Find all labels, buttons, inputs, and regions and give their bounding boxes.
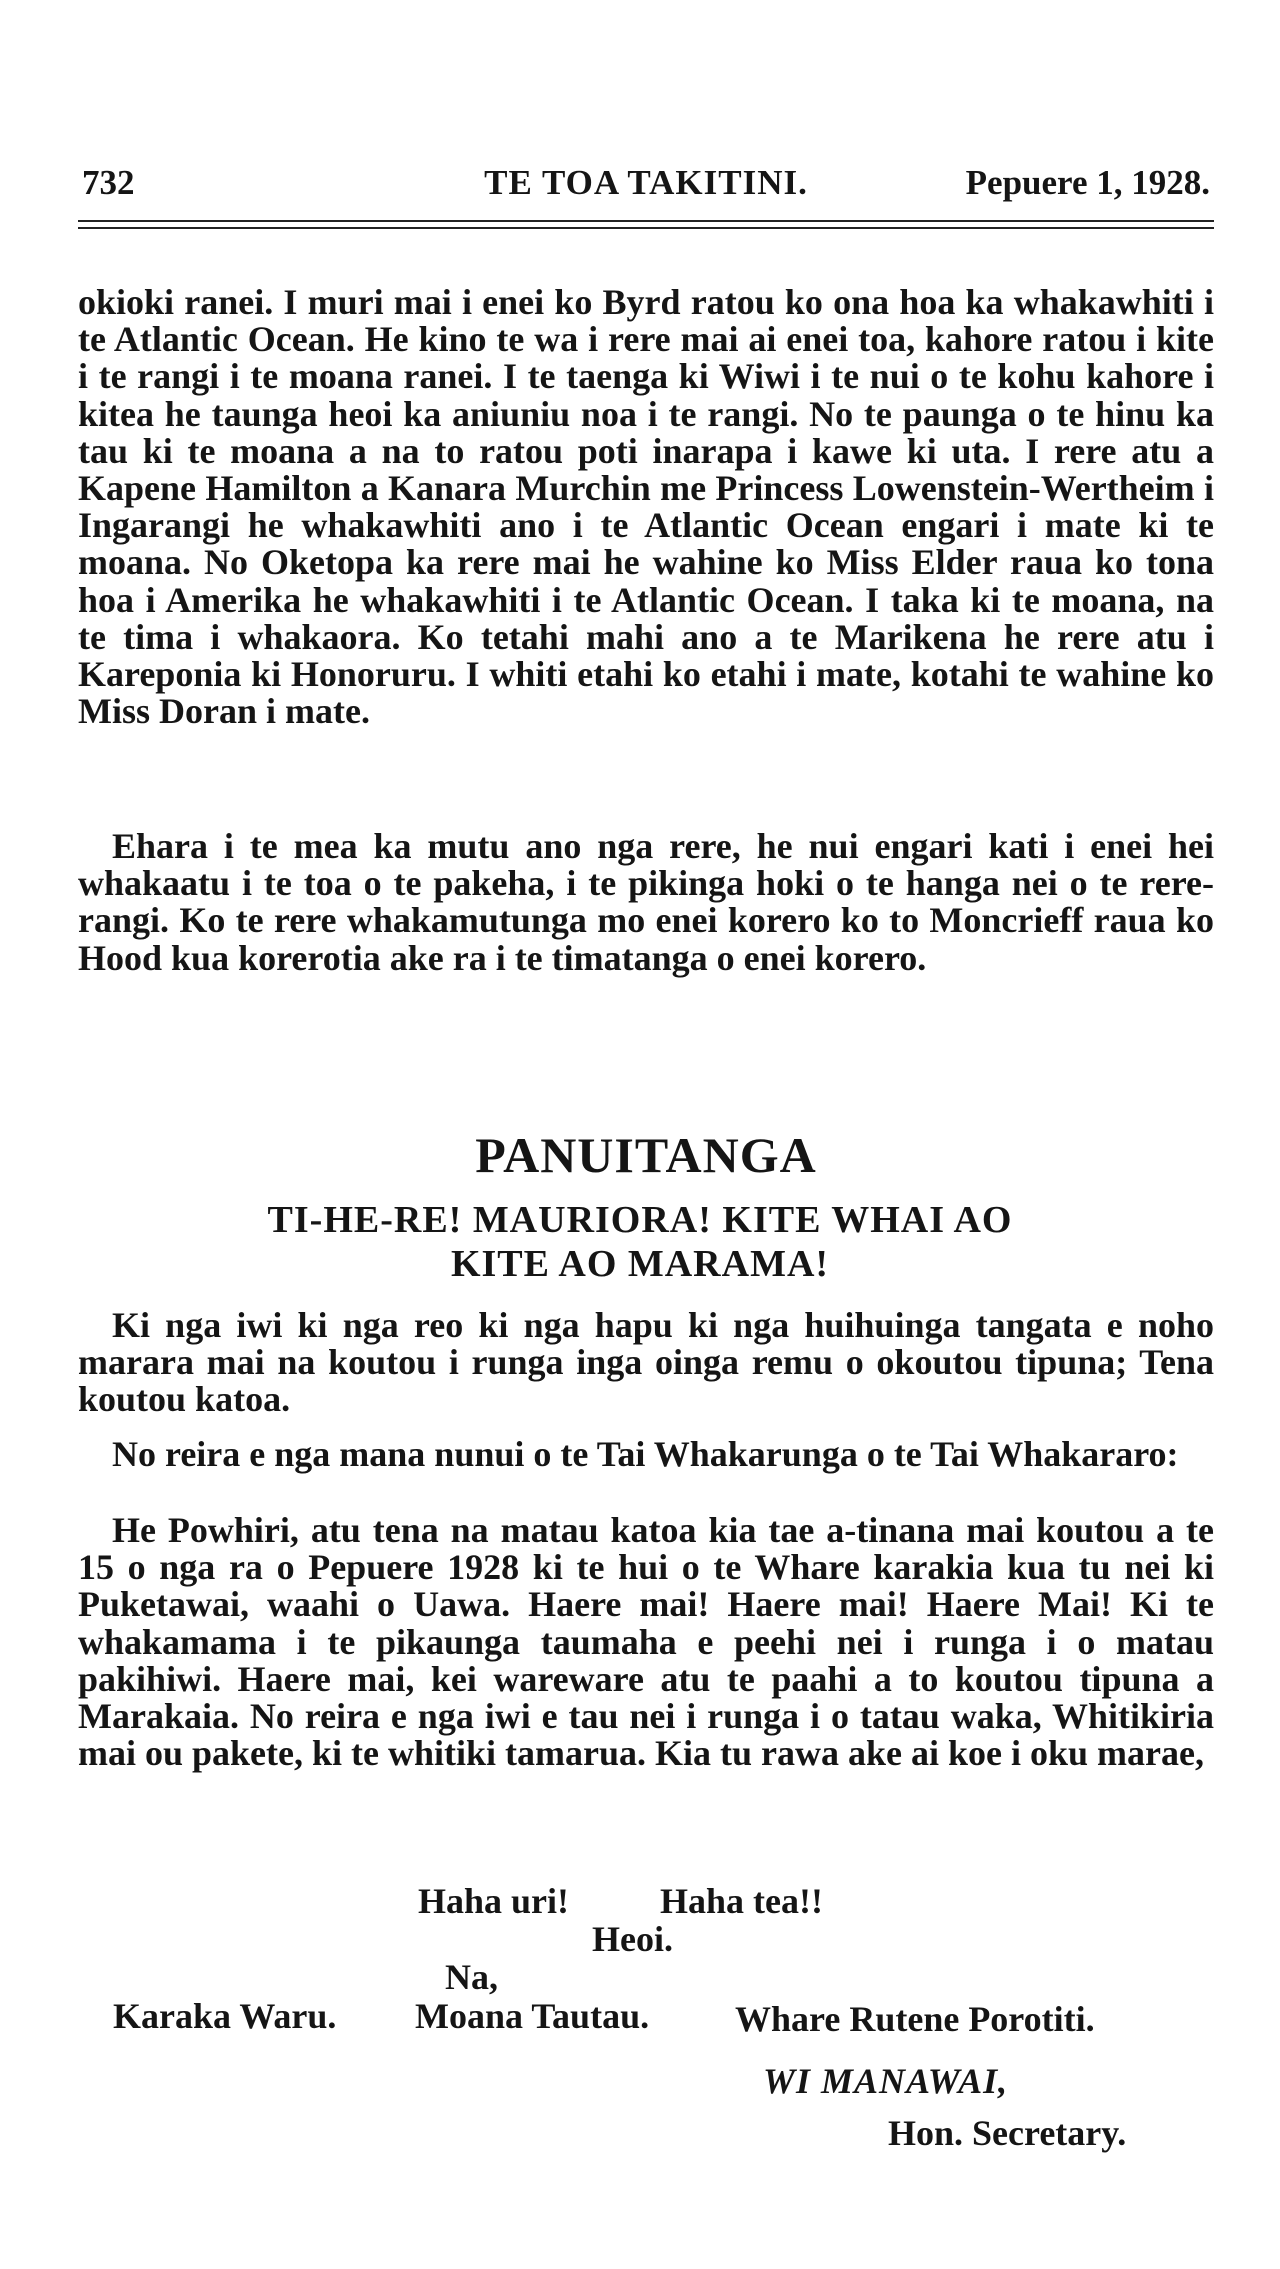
- signatory-3: Whare Rutene Porotiti.: [735, 1999, 1095, 2039]
- secretary-name: WI MANAWAI,: [763, 2061, 1009, 2101]
- article-paragraph-1: okioki ranei. I muri mai i enei ko Byrd ratou ko ona hoa ka whakawhiti i te Atlantic Ocean. He kino te wa i rere mai ai enei toa, kahore ratou i kite i te rangi i te moana ranei. I te taenga ki Wiwi i te nui o te kohu kahore i kitea he taunga heoi ka aniuniu noa i te rangi. No te paunga o te hinu ka tau ki te moana a na to ratou poti inarapa i kawe ki uta. I rere atu a Kapene Hamilton a Kanara Murchin me Princess Lowenstein-Wertheim i Ingarangi he whakawhiti ano i te Atlantic Ocean engari i mate ki te moana. No Oketopa ka rere mai he wahine ko Miss Elder raua ko tona hoa i Amerika he whakawhiti i te Atlantic Ocean. I taka ki te moana, na te tima i whakaora. Ko tetahi mahi ano a te Marikena he rere atu i Kareponia ki Honoruru. I whiti etahi ko etahi i mate, kotahi te wahine ko Miss Doran i mate.: [78, 282, 1214, 732]
- running-header: [82, 163, 1210, 213]
- notice-paragraph-2: No reira e nga mana nunui o te Tai Whakarunga o te Tai Whakararo:: [112, 1434, 1179, 1474]
- closing-haha-uri: Haha uri!: [418, 1881, 570, 1921]
- notice-subtitle-line-2: KITE AO MARAMA!: [450, 1243, 830, 1285]
- notice-subtitle: [200, 1198, 1080, 1286]
- issue-date: Pepuere 1, 1928.: [965, 163, 1210, 202]
- closing-haha-tea: Haha tea!!: [660, 1881, 823, 1921]
- article-paragraph-2: Ehara i te mea ka mutu ano nga rere, he nui engari kati i enei hei whakaatu i te toa o te pakeha, i te pikinga hoki o te hanga nei o te rere-rangi. Ko te rere whakamutunga mo enei korero ko to Moncrieff raua ko Hood kua korerotia ake ra i te timatanga o enei korero.: [78, 826, 1214, 978]
- notice-subtitle-line-1: TI-HE-RE! MAURIORA! KITE WHAI AO: [267, 1199, 1013, 1241]
- notice-paragraph-1: Ki nga iwi ki nga reo ki nga hapu ki nga huihuinga tangata e noho marara mai na koutou i runga inga oinga remu o okoutou tipuna; Tena koutou katoa.: [78, 1305, 1214, 1420]
- notice-title: PANUITANGA: [475, 1127, 817, 1183]
- notice-paragraph-3: He Powhiri, atu tena na matau katoa kia tae a-tinana mai koutou a te 15 o nga ra o Pepuere 1928 ki te hui o te Whare karakia kua tu nei ki Puketawai, waahi o Uawa. Haere mai! Haere mai! Haere Mai! Ki te whakamama i te pikaunga taumaha e peehi nei i runga i o matau pakihiwi. Haere mai, kei wareware atu te paahi a to koutou tipuna a Marakaia. No reira e nga iwi e tau nei i runga i o tatau waka, Whitikiria mai ou pakete, ki te whitiki tamarua. Kia tu rawa ake ai koe i oku marae,: [78, 1510, 1214, 1774]
- header-rule-top: [78, 220, 1214, 222]
- page-number: 732: [82, 163, 135, 202]
- closing-heoi: Heoi.: [592, 1919, 673, 1959]
- secretary-title: Hon. Secretary.: [888, 2113, 1127, 2153]
- publication-title: TE TOA TAKITINI.: [484, 163, 808, 202]
- header-rule-bottom: [78, 227, 1214, 229]
- signatory-2: Moana Tautau.: [415, 1996, 650, 2036]
- signatory-1: Karaka Waru.: [113, 1996, 337, 2036]
- closing-na: Na,: [445, 1957, 498, 1997]
